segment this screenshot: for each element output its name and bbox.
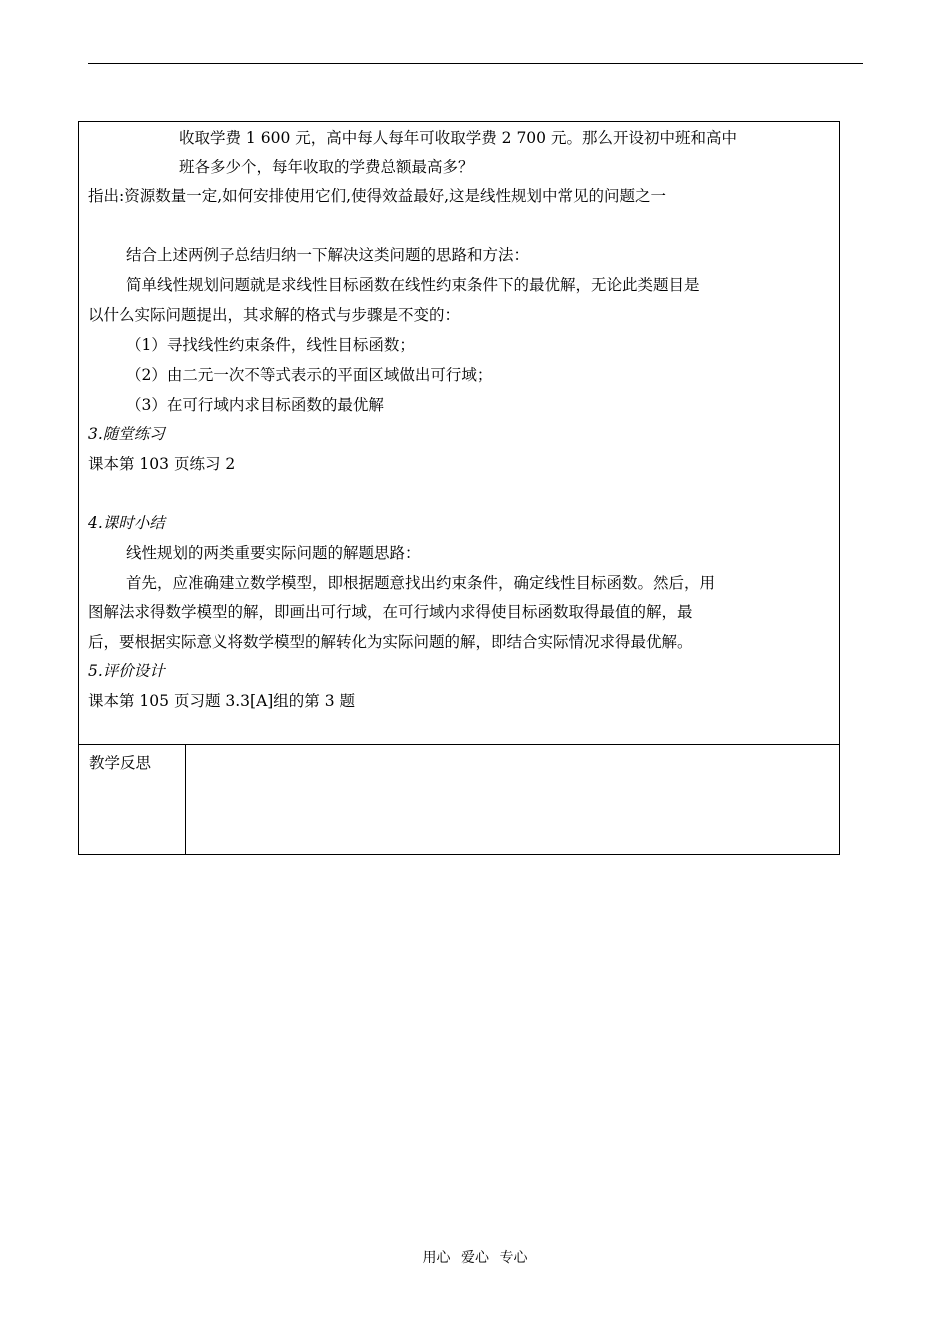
section-3-body: 课本第 103 页练习 2 <box>88 455 236 473</box>
summary-intro: 结合上述两例子总结归纳一下解决这类问题的思路和方法： <box>126 246 530 264</box>
step-item: （2）由二元一次不等式表示的平面区域做出可行域； <box>126 366 493 384</box>
summary-paragraph-line-1: 简单线性规划问题就是求线性目标函数在线性约束条件下的最优解，无论此类题目是 <box>126 276 700 294</box>
reflection-divider <box>185 745 186 854</box>
step-item: （3）在可行域内求目标函数的最优解 <box>126 396 384 414</box>
header-rule <box>88 63 863 64</box>
problem-line-1: 收取学费 1 600 元，高中每人每年可收取学费 2 700 元。那么开设初中班和高中 <box>179 129 737 147</box>
section-4-paragraph-line-1: 首先，应准确建立数学模型，即根据题意找出约束条件，确定线性目标函数。然后，用 <box>126 574 716 592</box>
reflection-label: 教学反思 <box>89 754 152 772</box>
section-3-title: 3.随堂练习 <box>88 425 165 443</box>
section-4-intro: 线性规划的两类重要实际问题的解题思路： <box>126 544 421 562</box>
section-5-body: 课本第 105 页习题 3.3[A]组的第 3 题 <box>88 692 356 710</box>
note-line: 指出:资源数量一定,如何安排使用它们,使得效益最好,这是线性规划中常见的问题之一 <box>88 187 667 205</box>
section-4-paragraph-line-2: 图解法求得数学模型的解，即画出可行域，在可行域内求得使目标函数取得最值的解，最 <box>88 603 693 621</box>
reflection-row <box>78 744 840 855</box>
page-footer: 用心 爱心 专心 <box>422 1250 528 1266</box>
section-4-paragraph-line-3: 后，要根据实际意义将数学模型的解转化为实际问题的解，即结合实际情况求得最优解。 <box>88 633 693 651</box>
problem-line-2: 班各多少个，每年收取的学费总额最高多？ <box>179 158 474 176</box>
section-4-title: 4.课时小结 <box>88 514 165 532</box>
summary-paragraph-line-2: 以什么实际问题提出，其求解的格式与步骤是不变的： <box>88 306 461 324</box>
section-5-title: 5.评价设计 <box>88 662 165 680</box>
reflection-content[interactable] <box>195 753 825 847</box>
step-item: （1）寻找线性约束条件，线性目标函数； <box>126 336 415 354</box>
